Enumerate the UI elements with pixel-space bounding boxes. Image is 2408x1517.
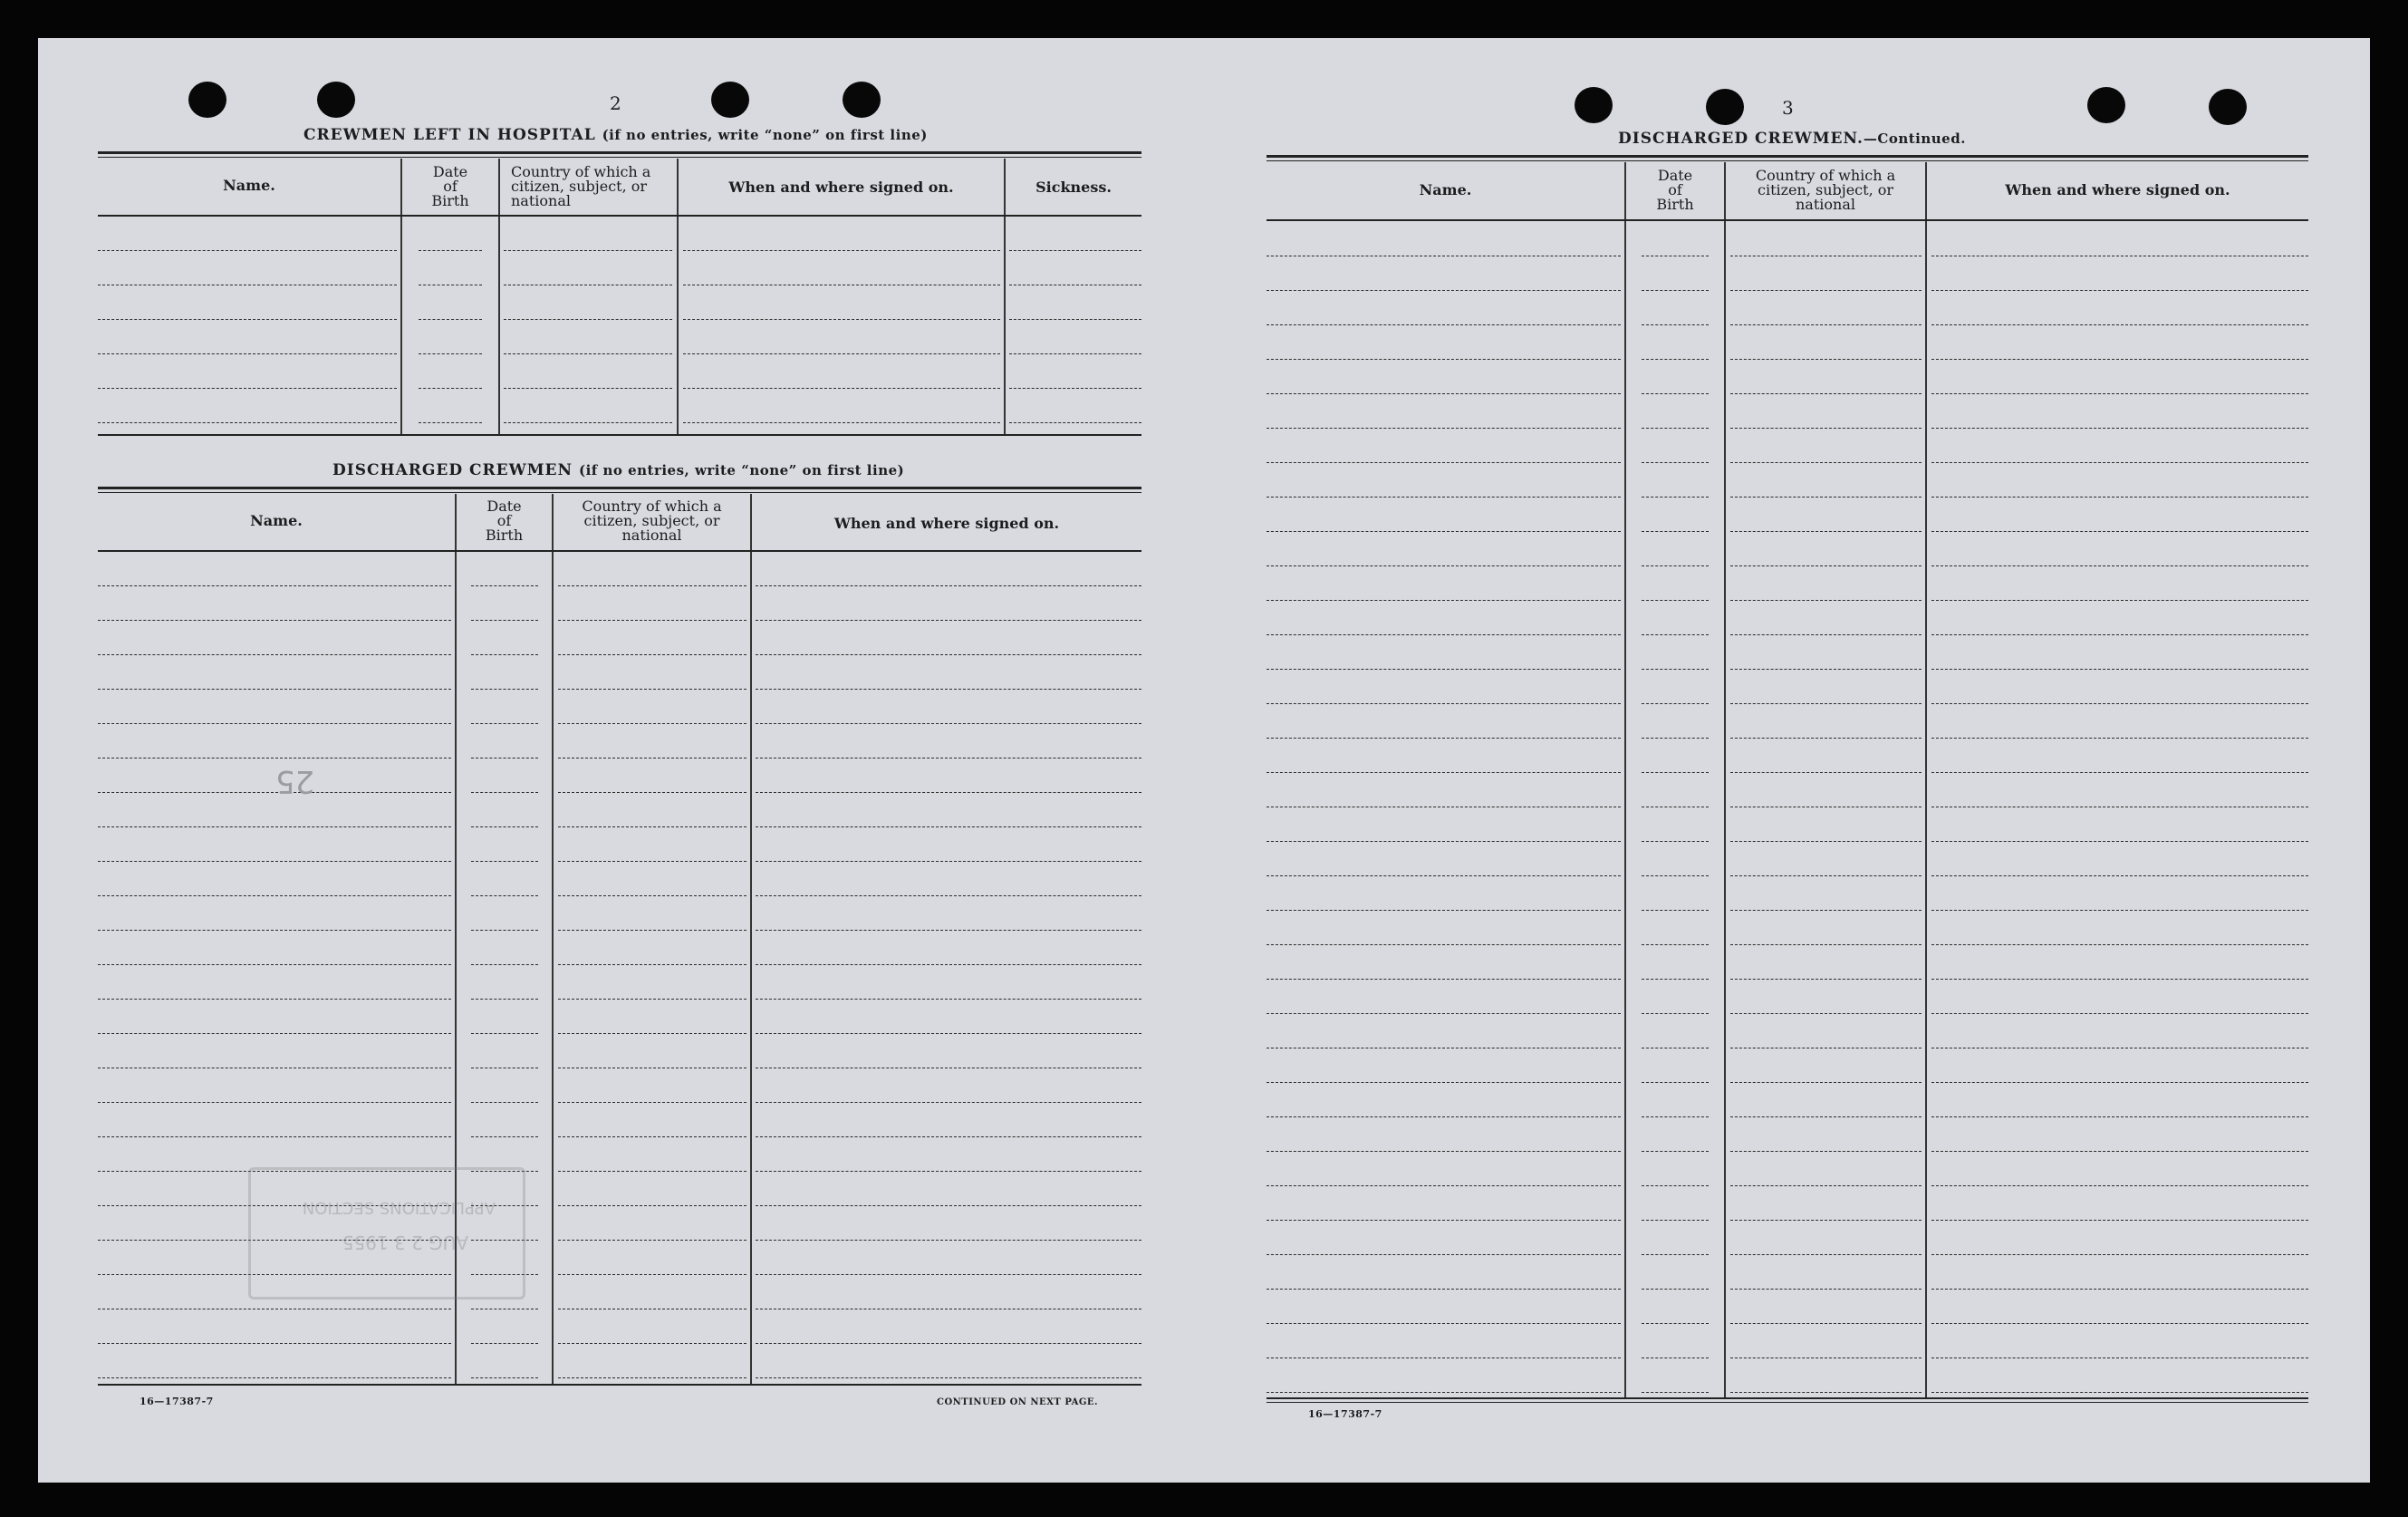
discharged-header-rule (98, 550, 1141, 552)
ruled-line (1931, 393, 2308, 394)
ruled-line (1267, 1082, 1621, 1083)
ruled-line (1642, 979, 1709, 980)
continued-note: CONTINUED ON NEXT PAGE. (937, 1397, 1099, 1407)
hospital-top-rule-thin (98, 157, 1141, 158)
ruled-line (1267, 428, 1621, 429)
ruled-line (1267, 910, 1621, 911)
ruled-line (98, 1102, 451, 1103)
ruled-line (1730, 600, 1922, 601)
ruled-line (1931, 1151, 2308, 1152)
page-number-right: 3 (1782, 97, 1794, 119)
form-number-right: 16—17387-7 (1308, 1408, 1382, 1420)
right-title-note: —Continued. (1863, 130, 1966, 147)
ruled-line (1931, 497, 2308, 498)
stamp-section: APPLICATIONS SECTION (302, 1198, 496, 1217)
ruled-line (504, 319, 672, 320)
ruled-line (1931, 290, 2308, 291)
ruled-line (1267, 359, 1621, 360)
ruled-line (756, 1240, 1141, 1241)
ruled-line (1931, 979, 2308, 980)
ruled-line (471, 1136, 538, 1137)
ruled-line (98, 585, 451, 586)
ruled-line (756, 654, 1141, 655)
hospital-header-sickness: Sickness. (1035, 179, 1112, 196)
ruled-line (1267, 772, 1621, 773)
ruled-line (558, 792, 746, 793)
ruled-line (558, 585, 746, 586)
ruled-line (471, 1377, 538, 1378)
ruled-line (558, 620, 746, 621)
ruled-line (419, 250, 482, 251)
ruled-line (558, 1377, 746, 1378)
ruled-line (1931, 1116, 2308, 1117)
ruled-line (1931, 669, 2308, 670)
discharged-header-signed: When and where signed on. (833, 515, 1060, 532)
ruled-line (1267, 393, 1621, 394)
received-stamp (248, 1167, 525, 1300)
ruled-line (1642, 910, 1709, 911)
ruled-line (1642, 634, 1709, 635)
ruled-line (1642, 703, 1709, 704)
hospital-header-rule (98, 215, 1141, 217)
ruled-line (1931, 462, 2308, 463)
ruled-line (1267, 1013, 1621, 1014)
ruled-line (558, 861, 746, 862)
ruled-line (98, 723, 451, 724)
hospital-header-dob: Date of Birth (431, 163, 469, 209)
ruled-line (1642, 669, 1709, 670)
ruled-line (1730, 565, 1922, 566)
right-header-dob: Date of Birth (1656, 167, 1694, 213)
ruled-line (756, 620, 1141, 621)
right-section-title (1618, 130, 1966, 148)
ruled-line (98, 826, 451, 827)
ruled-line (98, 792, 451, 793)
discharged-header-dob: Date of Birth (485, 498, 524, 544)
ruled-line (756, 585, 1141, 586)
ruled-line (98, 422, 397, 423)
ruled-line (1267, 497, 1621, 498)
ruled-line (683, 319, 1000, 320)
ruled-line (1267, 531, 1621, 532)
ruled-line (1642, 841, 1709, 842)
ruled-line (1642, 1151, 1709, 1152)
ruled-line (558, 723, 746, 724)
ruled-line (1730, 324, 1922, 325)
hospital-col-divider (1004, 159, 1006, 435)
discharged-title-text: DISCHARGED CREWMEN (332, 461, 573, 479)
ruled-line (471, 1033, 538, 1034)
document-sheet (38, 38, 2370, 1483)
ruled-line (1730, 1116, 1922, 1117)
ruled-line (1730, 669, 1922, 670)
ruled-line (756, 1274, 1141, 1275)
ruled-line (1267, 669, 1621, 670)
ruled-line (471, 1102, 538, 1103)
ruled-line (1730, 634, 1922, 635)
ruled-line (504, 250, 672, 251)
ruled-line (1931, 324, 2308, 325)
ruled-line (756, 792, 1141, 793)
ruled-line (1642, 1013, 1709, 1014)
discharged-section-title (332, 461, 904, 479)
ruled-line (558, 1240, 746, 1241)
ruled-line (558, 895, 746, 896)
ruled-line (1642, 324, 1709, 325)
ruled-line (756, 1033, 1141, 1034)
right-title-text: DISCHARGED CREWMEN. (1618, 130, 1864, 148)
ruled-line (504, 422, 672, 423)
hospital-title-note: (if no entries, write “none” on first line) (602, 127, 928, 143)
ruled-line (1009, 319, 1141, 320)
ruled-line (98, 1136, 451, 1137)
ruled-line (683, 422, 1000, 423)
page-number-left: 2 (610, 92, 621, 114)
ruled-line (98, 1343, 451, 1344)
ruled-line (756, 999, 1141, 1000)
ruled-line (756, 1343, 1141, 1344)
ruled-line (98, 654, 451, 655)
discharged-header-name: Name. (250, 512, 303, 529)
ruled-line (1730, 462, 1922, 463)
ruled-line (1931, 841, 2308, 842)
punch-hole (843, 82, 881, 118)
ruled-line (1730, 841, 1922, 842)
ruled-line (1267, 600, 1621, 601)
right-col-divider (1925, 162, 1927, 1399)
ruled-line (558, 964, 746, 965)
ruled-line (1267, 290, 1621, 291)
ruled-line (1642, 1254, 1709, 1255)
right-header-name: Name. (1419, 181, 1472, 198)
discharged-header-country: Country of which a citizen, subject, or national (582, 498, 722, 544)
ruled-line (1730, 875, 1922, 876)
right-header-country: Country of which a citizen, subject, or national (1755, 167, 1896, 213)
ruled-line (1730, 944, 1922, 945)
hospital-top-rule (98, 151, 1141, 154)
ruled-line (1730, 1013, 1922, 1014)
ruled-line (504, 388, 672, 389)
ruled-line (558, 1205, 746, 1206)
punch-hole (1706, 89, 1744, 125)
ruled-line (98, 689, 451, 690)
ruled-line (1267, 634, 1621, 635)
ruled-line (98, 964, 451, 965)
ruled-line (756, 1102, 1141, 1103)
punch-hole (2087, 87, 2125, 123)
ruled-line (1730, 290, 1922, 291)
ruled-line (471, 1343, 538, 1344)
ruled-line (1642, 531, 1709, 532)
ruled-line (98, 319, 397, 320)
ruled-line (1009, 422, 1141, 423)
ruled-line (98, 1033, 451, 1034)
hospital-section-title (303, 126, 928, 144)
ruled-line (471, 723, 538, 724)
ruled-line (1931, 875, 2308, 876)
ruled-line (1730, 393, 1922, 394)
punch-hole (2209, 89, 2247, 125)
ruled-line (1267, 1392, 1621, 1393)
punch-hole (711, 82, 749, 118)
ruled-line (1267, 703, 1621, 704)
pencil-mark: 25 (275, 763, 315, 799)
ruled-line (1267, 738, 1621, 739)
ruled-line (1267, 324, 1621, 325)
ruled-line (1931, 703, 2308, 704)
ruled-line (419, 353, 482, 354)
ruled-line (1730, 1082, 1922, 1083)
ruled-line (1642, 290, 1709, 291)
ruled-line (1730, 1185, 1922, 1186)
right-header-signed: When and where signed on. (2005, 181, 2230, 198)
right-top-rule-thin (1267, 160, 2308, 161)
hospital-header-country: Country of which a citizen, subject, or national (511, 163, 651, 209)
ruled-line (471, 895, 538, 896)
ruled-line (558, 999, 746, 1000)
ruled-line (1730, 1323, 1922, 1324)
ruled-line (98, 250, 397, 251)
ruled-line (1642, 359, 1709, 360)
ruled-line (1931, 531, 2308, 532)
ruled-line (1267, 565, 1621, 566)
ruled-line (756, 964, 1141, 965)
ruled-line (471, 654, 538, 655)
ruled-line (471, 999, 538, 1000)
ruled-line (1931, 944, 2308, 945)
ruled-line (1267, 1116, 1621, 1117)
ruled-line (1267, 1185, 1621, 1186)
ruled-line (98, 861, 451, 862)
ruled-line (1642, 497, 1709, 498)
ruled-line (1730, 772, 1922, 773)
ruled-line (1642, 1289, 1709, 1290)
ruled-line (98, 353, 397, 354)
ruled-line (98, 1377, 451, 1378)
ruled-line (471, 620, 538, 621)
ruled-line (1642, 565, 1709, 566)
ruled-line (98, 999, 451, 1000)
ruled-line (683, 353, 1000, 354)
ruled-line (419, 388, 482, 389)
ruled-line (1642, 462, 1709, 463)
right-bottom-rule-thin (1267, 1402, 2308, 1403)
ruled-line (1931, 634, 2308, 635)
punch-hole (317, 82, 355, 118)
discharged-title-note: (if no entries, write “none” on first line) (578, 462, 905, 478)
ruled-line (1642, 1323, 1709, 1324)
ruled-line (1267, 944, 1621, 945)
ruled-line (98, 388, 397, 389)
ruled-line (471, 826, 538, 827)
ruled-line (1267, 462, 1621, 463)
ruled-line (1642, 600, 1709, 601)
ruled-line (1931, 1013, 2308, 1014)
ruled-line (1730, 703, 1922, 704)
ruled-line (1267, 841, 1621, 842)
ruled-line (558, 1033, 746, 1034)
ruled-line (558, 1171, 746, 1172)
hospital-bottom-rule (98, 434, 1141, 436)
ruled-line (756, 1136, 1141, 1137)
ruled-line (98, 620, 451, 621)
ruled-line (1642, 1082, 1709, 1083)
discharged-col-divider (750, 494, 752, 1385)
ruled-line (1642, 1392, 1709, 1393)
ruled-line (1267, 1254, 1621, 1255)
ruled-line (756, 723, 1141, 724)
ruled-line (1642, 1220, 1709, 1221)
ruled-line (471, 930, 538, 931)
ruled-line (1267, 979, 1621, 980)
ruled-line (1931, 1289, 2308, 1290)
ruled-line (1931, 1185, 2308, 1186)
ruled-line (1931, 600, 2308, 601)
right-bottom-rule (1267, 1397, 2308, 1399)
ruled-line (756, 1171, 1141, 1172)
ruled-line (1642, 944, 1709, 945)
discharged-top-rule-thin (98, 492, 1141, 493)
hospital-header-name: Name. (223, 177, 275, 194)
ruled-line (1931, 1220, 2308, 1221)
ruled-line (1730, 531, 1922, 532)
ruled-line (471, 792, 538, 793)
discharged-bottom-rule (98, 1384, 1141, 1386)
ruled-line (756, 861, 1141, 862)
ruled-line (419, 319, 482, 320)
ruled-line (471, 585, 538, 586)
ruled-line (471, 689, 538, 690)
ruled-line (1267, 1151, 1621, 1152)
ruled-line (1730, 428, 1922, 429)
ruled-line (558, 826, 746, 827)
ruled-line (1267, 1323, 1621, 1324)
ruled-line (1267, 875, 1621, 876)
ruled-line (471, 861, 538, 862)
ruled-line (419, 422, 482, 423)
ruled-line (1009, 353, 1141, 354)
right-col-divider (1724, 162, 1726, 1399)
ruled-line (1931, 738, 2308, 739)
ruled-line (1730, 738, 1922, 739)
ruled-line (471, 964, 538, 965)
ruled-line (1730, 497, 1922, 498)
ruled-line (558, 1274, 746, 1275)
discharged-col-divider (552, 494, 554, 1385)
ruled-line (756, 895, 1141, 896)
ruled-line (1931, 910, 2308, 911)
ruled-line (1642, 738, 1709, 739)
ruled-line (1730, 1254, 1922, 1255)
right-header-rule (1267, 219, 2308, 221)
ruled-line (1642, 428, 1709, 429)
ruled-line (1009, 250, 1141, 251)
ruled-line (756, 1377, 1141, 1378)
ruled-line (98, 930, 451, 931)
ruled-line (1931, 1392, 2308, 1393)
ruled-line (1642, 875, 1709, 876)
ruled-line (1642, 393, 1709, 394)
punch-hole (1575, 87, 1613, 123)
ruled-line (558, 1102, 746, 1103)
ruled-line (98, 895, 451, 896)
ruled-line (1267, 1289, 1621, 1290)
ruled-line (558, 689, 746, 690)
ruled-line (1931, 772, 2308, 773)
ruled-line (756, 1205, 1141, 1206)
stamp-date: AUG 2 3 1955 (342, 1232, 468, 1253)
right-col-divider (1624, 162, 1626, 1399)
ruled-line (558, 930, 746, 931)
ruled-line (683, 388, 1000, 389)
ruled-line (1730, 1289, 1922, 1290)
ruled-line (1931, 565, 2308, 566)
ruled-line (1730, 979, 1922, 980)
hospital-header-signed: When and where signed on. (728, 179, 954, 196)
ruled-line (1730, 1220, 1922, 1221)
form-number-left: 16—17387-7 (140, 1396, 214, 1407)
ruled-line (1642, 1116, 1709, 1117)
punch-hole (188, 82, 226, 118)
hospital-title-text: CREWMEN LEFT IN HOSPITAL (303, 126, 596, 144)
ruled-line (1931, 1254, 2308, 1255)
discharged-top-rule (98, 487, 1141, 489)
ruled-line (1267, 1220, 1621, 1221)
ruled-line (1009, 388, 1141, 389)
ruled-line (756, 826, 1141, 827)
ruled-line (1730, 910, 1922, 911)
ruled-line (1642, 772, 1709, 773)
ruled-line (756, 930, 1141, 931)
hospital-col-divider (677, 159, 679, 435)
ruled-line (558, 1136, 746, 1137)
ruled-line (1730, 1392, 1922, 1393)
ruled-line (1931, 359, 2308, 360)
ruled-line (1931, 428, 2308, 429)
right-top-rule (1267, 155, 2308, 158)
ruled-line (1730, 1151, 1922, 1152)
ruled-line (1642, 1185, 1709, 1186)
ruled-line (1931, 1082, 2308, 1083)
ruled-line (1931, 1323, 2308, 1324)
ruled-line (504, 353, 672, 354)
ruled-line (1730, 359, 1922, 360)
ruled-line (756, 689, 1141, 690)
ruled-line (683, 250, 1000, 251)
ruled-line (558, 654, 746, 655)
ruled-line (558, 1343, 746, 1344)
